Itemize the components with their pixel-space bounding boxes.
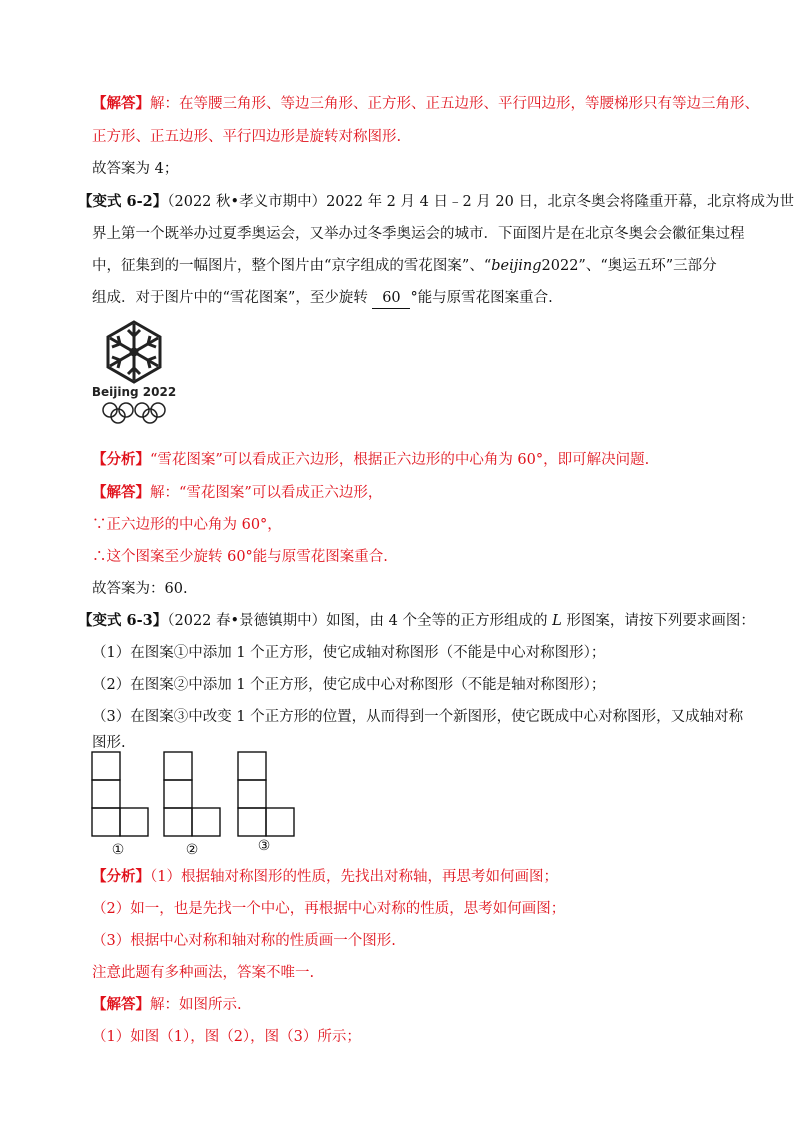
analysis-line-4: （3）根据中心对称和轴对称的性质画一个图形. [92,933,396,949]
answer-line-1 [92,94,759,114]
solution-result: 故答案为：60. [92,581,188,597]
question-3b: 图形. [92,735,126,751]
solution-line-1 [92,483,382,503]
solution-tag: 【解答】 [92,484,150,501]
beijing-italic: beijing [491,258,542,274]
line4-pre: 组成．对于图片中的“雪花图案”，至少旋转 [92,290,368,306]
variant-text: （2022 春•景德镇期中）如图，由 4 个全等的正方形组成的 [167,613,553,629]
analysis-text: （1）根据轴对称图形的性质，先找出对称轴，再思考如何画图； [150,869,558,885]
olympic-rings-icon [103,403,165,423]
variant-tail: 形图案，请按下列要求画图： [561,613,755,629]
solution-line-b1 [92,995,242,1015]
analysis-line-2 [92,867,558,887]
l-shape-figure-1 [92,752,148,836]
solution-line-3: ∴这个图案至少旋转 60°能与原雪花图案重合. [92,549,388,565]
solution-tag: 【解答】 [92,996,150,1013]
l-shape-figure-3 [238,752,294,836]
variant-6-2-line-1 [78,192,794,212]
answer-tag: 【解答】 [92,95,150,112]
logo-text: Beijing 2022 [91,385,177,399]
beijing-2022-snowflake-logo [88,318,180,424]
solution-text: 解：如图所示. [150,997,242,1013]
variant-tag: 【变式 6-3】 [78,612,168,629]
analysis-tag: 【分析】 [92,451,150,468]
variant-text: （2022 秋•孝义市期中）2022 年 2 月 4 日﹣2 月 20 日，北京冬奥会将隆重开幕，北京将成为世 [167,194,794,210]
question-2: （2）在图案②中添加 1 个正方形，使它成中心对称图形（不能是轴对称图形）； [92,677,606,693]
answer-line-2: 正方形、正五边形、平行四边形是旋转对称图形. [92,129,402,145]
solution-line-b2: （1）如图（1），图（2），图（3）所示； [92,1029,361,1045]
analysis-tag: 【分析】 [92,868,150,885]
snowflake-icon [108,322,160,382]
question-1: （1）在图案①中添加 1 个正方形，使它成轴对称图形（不能是中心对称图形）； [92,645,606,661]
figure-label-2: ② [185,842,199,858]
line3-text: 中，征集到的一幅图片，整个图片由“京字组成的雪花图案”、“ [92,258,492,274]
variant-6-2-line-3 [92,256,717,276]
line3-tail: 2022”、“奥运五环”三部分 [541,258,717,274]
variant-6-3-line-1 [78,611,755,631]
variant-tag: 【变式 6-2】 [78,193,168,210]
l-shape-figure-2 [164,752,220,836]
analysis-text: “雪花图案”可以看成正六边形，根据正六边形的中心角为 60°，即可解决问题. [150,452,650,468]
question-3a: （3）在图案③中改变 1 个正方形的位置，从而得到一个新图形，使它既成中心对称图形，又成轴对称 [92,709,744,725]
solution-text: 解：“雪花图案”可以看成正六边形， [150,485,383,501]
figure-label-1: ① [111,842,125,858]
analysis-note: 注意此题有多种画法，答案不唯一. [92,965,315,981]
answer-text: 解：在等腰三角形、等边三角形、正方形、正五边形、平行四边形，等腰梯形只有等边三角形、 [150,96,759,112]
analysis-line-3: （2）如一，也是先找一个中心，再根据中心对称的性质，思考如何画图； [92,901,566,917]
figure-label-3: ③ [257,838,271,854]
line4-post: °能与原雪花图案重合. [410,290,553,306]
variant-6-2-line-2: 界上第一个既举办过夏季奥运会，又举办过冬季奥运会的城市．下面图片是在北京冬奥会会徽征集过程 [92,226,745,242]
variant-6-2-line-4 [92,288,553,309]
l-italic: L [552,613,562,629]
analysis-line [92,450,649,470]
solution-line-2: ∵正六边形的中心角为 60°， [92,517,282,533]
answer-result: 故答案为 4； [92,161,179,177]
l-shape-figures [88,748,318,858]
answer-blank: 60 [372,288,410,309]
